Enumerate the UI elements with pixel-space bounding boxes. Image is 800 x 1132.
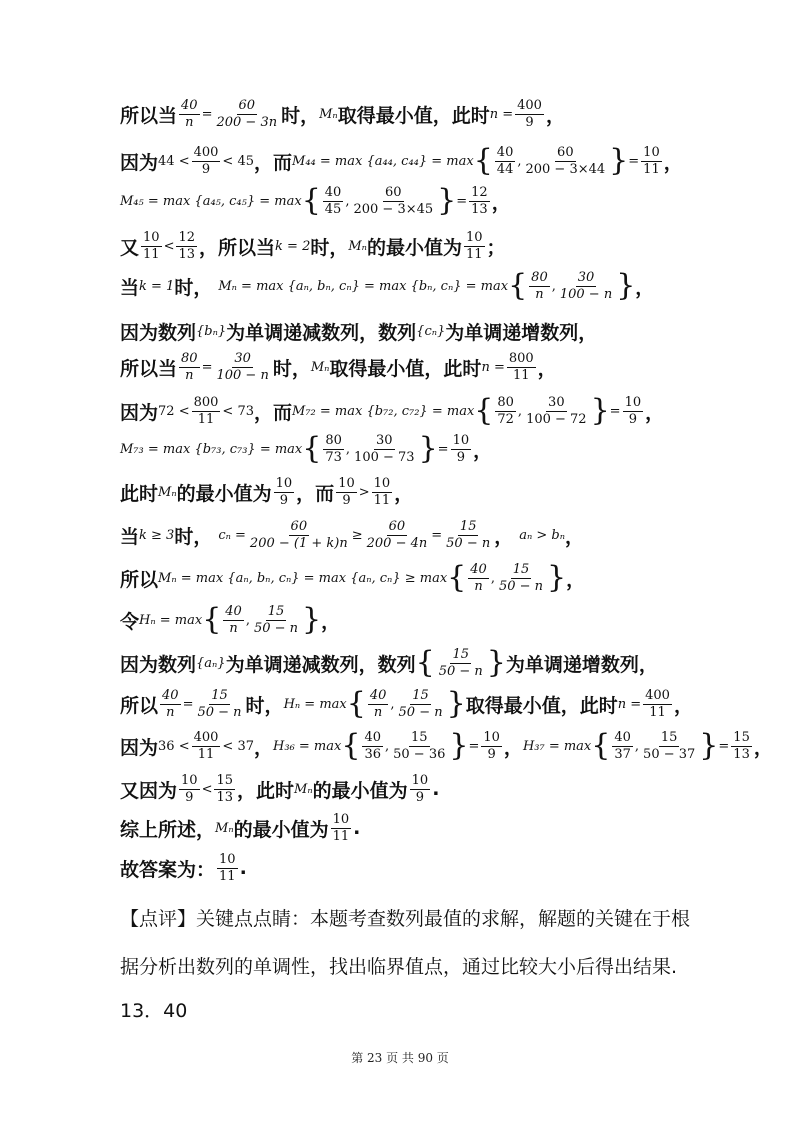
text: 又 bbox=[120, 236, 140, 259]
text: ， bbox=[565, 525, 585, 548]
fraction: $\frac{80}{73}$ bbox=[325, 433, 342, 465]
page-footer: 第 23 页 共 90 页 bbox=[351, 1051, 449, 1065]
math: M₇₂ = max {b₇₂, c₇₂} = max bbox=[292, 403, 475, 419]
text-line: 因为 72 < $\frac{800}{11}$ < 73 ，而 M₇₂ = max {b₇₂, c₇₂} = max { $\frac{80}{72}$ , $\frac{30}{100 - 72}$ } = $\frac{10}{9}$ ， bbox=[120, 393, 665, 429]
text-line: 因为 36 < $\frac{400}{11}$ < 37 ， H₃₆ = max { $\frac{40}{36}$ , $\frac{15}{50 - 36}$ } = $\frac{10}{9}$ ， H₃₇ = max { $\frac{40}{37}$ , $\frac{15}{50 - 37}$ } = $\frac{15}{13}$ ， bbox=[120, 728, 773, 764]
text: ，而 bbox=[296, 482, 335, 505]
fraction: $\frac{40}{36}$ bbox=[364, 730, 381, 762]
math: Mₙ bbox=[158, 484, 177, 500]
text: 为单调递增数列， bbox=[505, 653, 658, 676]
text-line bbox=[120, 230, 730, 262]
text: 因为数列 bbox=[120, 322, 197, 344]
fraction: $\frac{60}{200 - 4n}$ bbox=[366, 519, 428, 551]
fraction: $\frac{10}{11}$ bbox=[143, 230, 160, 262]
text-line: 因为 44 < $\frac{400}{9}$ < 45 ，而 M₄₄ = max {a₄₄, c₄₄} = max { $\frac{40}{44}$ , $\frac{60}{200 - 3\times 44}$ } = $\frac{10}{11}$ ， bbox=[120, 143, 683, 179]
text: ， bbox=[537, 357, 557, 380]
fraction: $\frac{15}{50 - n}$ bbox=[197, 688, 242, 720]
math: 72 < bbox=[158, 403, 190, 419]
math: {aₙ} bbox=[196, 655, 226, 671]
math: < bbox=[163, 238, 175, 254]
text: 令 bbox=[120, 610, 140, 633]
math: = bbox=[201, 359, 213, 375]
text: 又因为 bbox=[120, 779, 178, 802]
answer-line bbox=[120, 996, 730, 1023]
fraction: $\frac{12}{13}$ bbox=[178, 230, 196, 262]
math: n = bbox=[489, 106, 514, 122]
fraction: $\frac{15}{13}$ bbox=[733, 730, 750, 762]
math: = bbox=[468, 738, 480, 754]
text: 为单调递减数列，数列 bbox=[225, 653, 416, 676]
fraction: $\frac{10}{11}$ bbox=[465, 230, 483, 262]
math: {cₙ} bbox=[416, 324, 446, 339]
fraction: $\frac{30}{100 - 73}$ bbox=[354, 433, 415, 465]
text: ， bbox=[394, 482, 414, 505]
text: 综上所述， bbox=[120, 818, 216, 841]
text: ， bbox=[753, 736, 773, 759]
fraction: $\frac{10}{9}$ bbox=[624, 395, 642, 427]
math: k = 2 bbox=[275, 238, 311, 254]
text: 时， bbox=[174, 276, 213, 299]
comment-text: 【点评】关键点点睛：本题考查数列最值的求解，解题的关键在于根 bbox=[120, 908, 691, 930]
text: 为单调递增数列， bbox=[445, 322, 598, 344]
text: 因为数列 bbox=[120, 653, 197, 676]
text: 所以当 bbox=[120, 357, 178, 380]
math: = bbox=[431, 527, 443, 543]
fraction: $\frac{15}{50 - n}$ bbox=[498, 562, 544, 594]
text-line bbox=[120, 852, 730, 884]
text: 的最小值为 bbox=[176, 482, 272, 505]
fraction: $\frac{400}{9}$ bbox=[517, 98, 542, 130]
math: cₙ = bbox=[218, 527, 246, 543]
fraction: $\frac{40}{37}$ bbox=[614, 730, 631, 762]
math: < 73 bbox=[222, 403, 254, 419]
text: . bbox=[239, 857, 247, 880]
comment-line bbox=[120, 904, 730, 931]
math: M₄₄ = max {a₄₄, c₄₄} = max bbox=[292, 153, 474, 169]
text: 时， bbox=[272, 357, 311, 380]
text-line bbox=[120, 318, 730, 345]
math: < 37 bbox=[222, 738, 254, 754]
text: 时， bbox=[310, 236, 349, 259]
fraction: $\frac{10}{11}$ bbox=[373, 476, 391, 508]
fraction: $\frac{10}{11}$ bbox=[332, 812, 350, 844]
text: ， bbox=[645, 401, 665, 424]
text-line: M₇₃ = max {b₇₃, c₇₃} = max { $\frac{80}{73}$ , $\frac{30}{100 - 73}$ } = $\frac{10}{9}$ ， bbox=[120, 431, 493, 467]
text: . bbox=[432, 778, 440, 801]
comment-text: 据分析出数列的单调性，找出临界值点，通过比较大小后得出结果. bbox=[120, 956, 678, 978]
fraction: $\frac{40}{n}$ bbox=[181, 98, 198, 130]
fraction: $\frac{10}{9}$ bbox=[411, 773, 429, 805]
fraction: $\frac{10}{11}$ bbox=[643, 145, 660, 177]
fraction: $\frac{10}{9}$ bbox=[452, 433, 470, 465]
text-line: M₄₅ = max {a₄₅, c₄₅} = max { $\frac{40}{45}$ , $\frac{60}{200 - 3\times 45}$ } = $\frac{12}{13}$ ， bbox=[120, 183, 511, 219]
fraction: $\frac{10}{9}$ bbox=[338, 476, 355, 508]
fraction: $\frac{15}{50 - n}$ bbox=[253, 604, 299, 636]
text-line: 令 Hₙ = max { $\frac{40}{n}$ , $\frac{15}{50 - n}$ } ， bbox=[120, 602, 341, 638]
fraction: $\frac{60}{200 - (1 + k)n}$ bbox=[249, 519, 348, 551]
text: 当 bbox=[120, 276, 140, 299]
text: ， bbox=[321, 610, 341, 633]
math: = bbox=[718, 738, 730, 754]
math: > bbox=[358, 484, 370, 500]
fraction: $\frac{15}{50 - n}$ bbox=[438, 647, 483, 679]
math: {bₙ} bbox=[196, 324, 227, 339]
text: 取得最小值，此时 bbox=[329, 357, 482, 380]
fraction: $\frac{40}{n}$ bbox=[225, 604, 242, 636]
text: ，而 bbox=[254, 151, 293, 174]
text-line bbox=[120, 773, 730, 805]
math: 36 < bbox=[158, 738, 190, 754]
text-line: 所以 $\frac{40}{n}$ = $\frac{15}{50 - n}$ 时， Hₙ = max { $\frac{40}{n}$ , $\frac{15}{50 - n}$ } 取得最小值，此时 n = $\frac{400}{11}$ ， bbox=[120, 686, 693, 722]
math: Mₙ bbox=[319, 106, 338, 122]
math: M₄₅ = max {a₄₅, c₄₅} = max bbox=[120, 193, 302, 209]
text: ， bbox=[635, 276, 655, 299]
text: ，此时 bbox=[237, 779, 295, 802]
math: < 45 bbox=[222, 153, 254, 169]
math: M₇₃ = max {b₇₃, c₇₃} = max bbox=[120, 441, 303, 457]
fraction: $\frac{40}{45}$ bbox=[324, 185, 342, 217]
math: = bbox=[182, 696, 194, 712]
text: ， bbox=[663, 151, 683, 174]
math: Mₙ bbox=[348, 238, 367, 254]
fraction: $\frac{40}{n}$ bbox=[369, 688, 387, 720]
fraction: $\frac{15}{50 - n}$ bbox=[398, 688, 443, 720]
fraction: $\frac{12}{13}$ bbox=[471, 185, 488, 217]
text: ， bbox=[473, 439, 493, 462]
math: = bbox=[201, 106, 213, 122]
text: 时， bbox=[281, 104, 320, 127]
text: 所以当 bbox=[120, 104, 178, 127]
math: = bbox=[437, 441, 449, 457]
math: Mₙ bbox=[215, 820, 234, 836]
fraction: $\frac{800}{11}$ bbox=[508, 351, 534, 383]
text-line: 当 k = 1 时， Mₙ = max {aₙ, bₙ, cₙ} = max {bₙ, cₙ} = max { $\frac{80}{n}$ , $\frac{30}{100 - n}$ } ， bbox=[120, 268, 655, 304]
fraction: $\frac{60}{200 - 3n}$ bbox=[216, 98, 278, 130]
math: k = 1 bbox=[139, 278, 175, 294]
fraction: $\frac{10}{11}$ bbox=[219, 852, 236, 884]
text: 取得最小值，此时 bbox=[465, 694, 618, 717]
fraction: $\frac{30}{100 - n}$ bbox=[559, 270, 613, 302]
fraction: $\frac{60}{200 - 3\times 44}$ bbox=[525, 145, 606, 177]
text: 因为 bbox=[120, 151, 159, 174]
fraction: $\frac{400}{11}$ bbox=[645, 688, 670, 720]
fraction: $\frac{10}{9}$ bbox=[275, 476, 293, 508]
math: Hₙ = max bbox=[139, 612, 203, 628]
math: k ≥ 3 bbox=[139, 527, 175, 543]
math: n = bbox=[481, 359, 505, 375]
text: ， bbox=[566, 568, 586, 591]
math: H₃₇ = max bbox=[522, 738, 592, 754]
math: Hₙ = max bbox=[283, 696, 347, 712]
math: = bbox=[628, 153, 640, 169]
text-line: 因为数列 {aₙ} 为单调递减数列，数列 { $\frac{15}{50 - n}$ } 为单调递增数列， bbox=[120, 645, 658, 681]
fraction: $\frac{40}{n}$ bbox=[470, 562, 487, 594]
text: ， bbox=[491, 191, 511, 214]
fraction: $\frac{30}{100 - n}$ bbox=[216, 351, 269, 383]
text: 因为 bbox=[120, 401, 159, 424]
text: 所以 bbox=[120, 568, 159, 591]
text: 时， bbox=[174, 525, 213, 548]
text: 取得最小值，此时 bbox=[337, 104, 490, 127]
text: ， bbox=[254, 736, 274, 759]
text: 的最小值为 bbox=[233, 818, 329, 841]
text: 为单调递减数列，数列 bbox=[226, 322, 417, 344]
math: aₙ > bₙ bbox=[519, 527, 566, 543]
fraction: $\frac{40}{44}$ bbox=[496, 145, 514, 177]
comment-line bbox=[120, 952, 730, 979]
math: Mₙ = max {aₙ, bₙ, cₙ} = max {aₙ, cₙ} ≥ max bbox=[158, 570, 448, 586]
fraction: $\frac{15}{50 - n}$ bbox=[446, 519, 491, 551]
math: Mₙ = max {aₙ, bₙ, cₙ} = max {bₙ, cₙ} = max bbox=[218, 278, 509, 294]
math: n = bbox=[617, 696, 642, 712]
text: 故答案为： bbox=[120, 858, 216, 881]
fraction: $\frac{15}{13}$ bbox=[216, 773, 234, 805]
text: ， bbox=[494, 525, 514, 548]
text: ，而 bbox=[254, 401, 293, 424]
text-line: 所以 Mₙ = max {aₙ, bₙ, cₙ} = max {aₙ, cₙ} ≥ max { $\frac{40}{n}$ , $\frac{15}{50 - n}$ } ， bbox=[120, 560, 586, 596]
fraction: $\frac{800}{11}$ bbox=[193, 395, 219, 427]
text-line bbox=[120, 98, 730, 130]
text-line bbox=[120, 476, 730, 508]
math: = bbox=[456, 193, 468, 209]
text: ， bbox=[673, 694, 693, 717]
text: . bbox=[353, 817, 361, 840]
text-line bbox=[120, 519, 730, 551]
math: = bbox=[609, 403, 621, 419]
math: Mₙ bbox=[294, 781, 313, 797]
fraction: $\frac{10}{9}$ bbox=[181, 773, 198, 805]
text-line bbox=[120, 351, 730, 383]
fraction: $\frac{15}{50 - 36}$ bbox=[393, 730, 446, 762]
text: 此时 bbox=[120, 482, 159, 505]
fraction: $\frac{400}{9}$ bbox=[193, 145, 219, 177]
fraction: $\frac{40}{n}$ bbox=[162, 688, 179, 720]
fraction: $\frac{400}{11}$ bbox=[193, 730, 219, 762]
fraction: $\frac{80}{n}$ bbox=[181, 351, 198, 383]
text: 时， bbox=[245, 694, 284, 717]
fraction: $\frac{80}{72}$ bbox=[497, 395, 514, 427]
fraction: $\frac{10}{9}$ bbox=[483, 730, 500, 762]
text: 的最小值为 bbox=[366, 236, 462, 259]
text: 所以 bbox=[120, 694, 159, 717]
text: 当 bbox=[120, 525, 140, 548]
fraction: $\frac{60}{200 - 3\times 45}$ bbox=[353, 185, 434, 217]
text: ，所以当 bbox=[199, 236, 276, 259]
math: Mₙ bbox=[310, 359, 330, 375]
math: 44 < bbox=[158, 153, 190, 169]
text-line bbox=[120, 812, 730, 844]
answer-text: 13．40 bbox=[120, 1000, 188, 1022]
text: 因为 bbox=[120, 736, 159, 759]
fraction: $\frac{15}{50 - 37}$ bbox=[643, 730, 696, 762]
math: H₃₆ = max bbox=[273, 738, 342, 754]
math: < bbox=[201, 781, 213, 797]
text: 的最小值为 bbox=[312, 779, 408, 802]
math: ≥ bbox=[351, 527, 363, 543]
text: ； bbox=[486, 236, 506, 259]
text: ， bbox=[503, 736, 523, 759]
fraction: $\frac{30}{100 - 72}$ bbox=[526, 395, 587, 427]
fraction: $\frac{80}{n}$ bbox=[531, 270, 548, 302]
text: ， bbox=[545, 104, 565, 127]
